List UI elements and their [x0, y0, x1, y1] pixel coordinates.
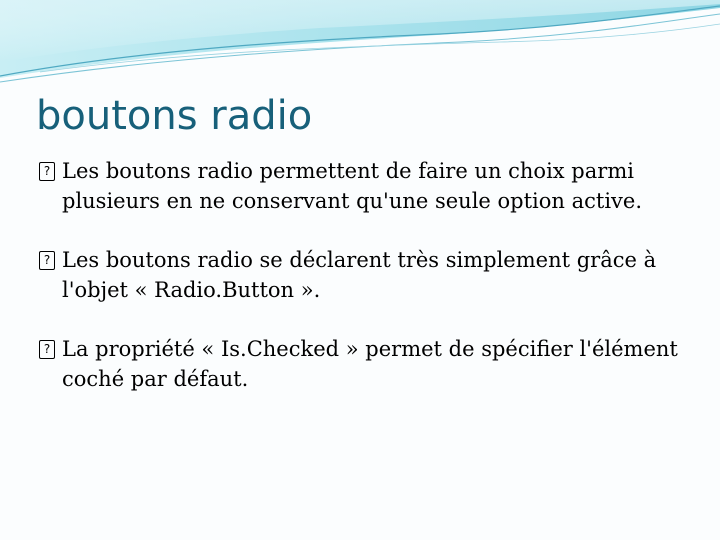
bullet-item [36, 156, 696, 216]
bullet-text: La propriété « Is.Checked » permet de spécifier l'élément coché par défaut. [62, 337, 678, 391]
missing-glyph-box-icon [36, 245, 62, 275]
bullet-text: Les boutons radio se déclarent très simplement grâce à l'objet « Radio.Button ». [62, 248, 657, 302]
bullet-list [36, 156, 696, 423]
decorative-wave-band [0, 0, 720, 90]
missing-glyph-box-icon [36, 334, 62, 364]
bullet-item [36, 245, 696, 305]
slide-title: boutons radio [36, 93, 313, 139]
missing-glyph-box-icon [36, 156, 62, 186]
bullet-item [36, 334, 696, 394]
bullet-text: Les boutons radio permettent de faire un choix parmi plusieurs en ne conservant qu'une seule option active. [62, 159, 643, 213]
